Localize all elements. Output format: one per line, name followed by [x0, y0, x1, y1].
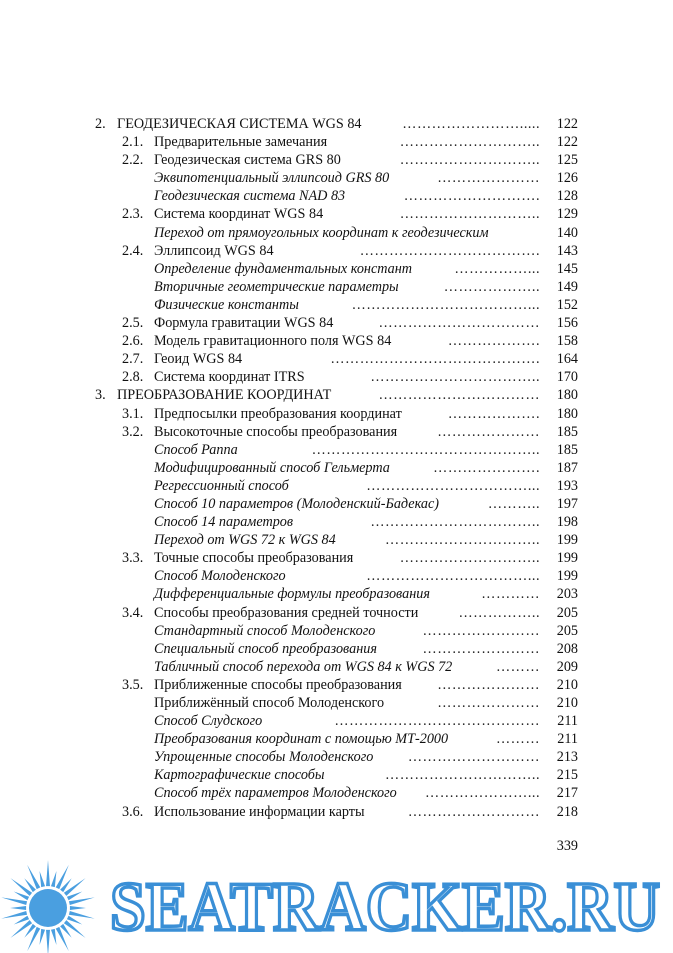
toc-entry [0, 278, 673, 296]
toc-entry-number: 2.3. [122, 206, 144, 223]
toc-entry-title: Стандартный способ Молоденского [154, 622, 376, 639]
toc-entry-title: Переход от WGS 72 к WGS 84 [154, 532, 336, 549]
page-number: 339 [556, 838, 578, 854]
toc-entry-leader: ……… [495, 658, 540, 675]
toc-entry-title: Вторичные геометрические параметры [154, 278, 399, 295]
sun-ray [51, 929, 57, 945]
toc-entry-page: 205 [556, 604, 578, 621]
toc-entry [0, 803, 673, 821]
sun-ray [46, 860, 50, 886]
toc-entry-leader: ……………………….. [399, 206, 540, 223]
toc-entry-leader: ……………………………... [366, 477, 540, 494]
table-of-contents [0, 115, 673, 821]
toc-entry-title: Точные способы преобразования [154, 550, 354, 567]
toc-entry-page: 128 [556, 188, 578, 205]
toc-entry-page: 125 [556, 152, 578, 169]
toc-entry [0, 169, 673, 187]
toc-entry-title: Дифференциальные формулы преобразования [154, 586, 430, 603]
toc-entry-title: Предварительные замечания [154, 134, 328, 151]
toc-entry [0, 676, 673, 694]
toc-entry-page: 180 [556, 387, 578, 404]
sun-core [29, 889, 67, 927]
toc-entry-leader: …………………… [422, 622, 540, 639]
toc-entry-page: 210 [556, 695, 578, 711]
toc-entry-page: 211 [557, 731, 578, 748]
toc-entry-page: 187 [556, 459, 578, 476]
toc-entry-page: 210 [556, 676, 578, 693]
toc-entry-title: Геодезическая система GRS 80 [154, 152, 341, 169]
toc-entry [0, 296, 673, 314]
toc-entry-page: 140 [556, 224, 578, 241]
toc-entry-title: Высокоточные способы преобразования [154, 423, 398, 440]
toc-entry-leader: ……………………………... [366, 568, 540, 585]
toc-entry-number: 3.5. [122, 676, 144, 693]
sun-ray [10, 920, 32, 938]
toc-entry-page: 164 [556, 351, 578, 368]
toc-entry [0, 567, 673, 585]
sun-ray [10, 878, 32, 896]
sun-ray [69, 897, 95, 905]
toc-entry [0, 748, 673, 766]
toc-entry-leader: ………………………. [403, 188, 540, 205]
toc-entry-page: 149 [556, 278, 578, 295]
toc-entry-title: Переход от прямоугольных координат к геодезическим [154, 224, 489, 241]
toc-entry-leader: ………………… [437, 676, 540, 693]
toc-entry [0, 151, 673, 169]
toc-entry-leader: ……………….. [443, 278, 540, 295]
toc-entry-leader: ……………………..... [402, 116, 540, 132]
toc-entry-page: 158 [556, 333, 578, 350]
toc-entry-page: 122 [556, 116, 578, 132]
toc-entry-title: Способ Слудского [154, 713, 263, 730]
toc-entry [0, 694, 673, 712]
toc-entry [0, 730, 673, 748]
toc-entry-title: Эквипотенциальный эллипсоид GRS 80 [154, 170, 390, 187]
toc-entry-title: Эллипсоид WGS 84 [154, 242, 274, 259]
toc-entry [0, 386, 673, 404]
toc-entry-title: Геоид WGS 84 [154, 351, 243, 368]
toc-entry [0, 332, 673, 350]
toc-entry [0, 314, 673, 332]
toc-entry-leader: ………………. [447, 333, 540, 350]
toc-entry-number: 3. [95, 387, 106, 404]
toc-entry-page: 199 [556, 568, 578, 585]
toc-entry-leader: ………………………….. [385, 767, 540, 784]
sun-ray [10, 906, 26, 910]
toc-entry-title: Система координат WGS 84 [154, 206, 324, 223]
toc-entry [0, 585, 673, 603]
toc-entry-leader: …………………………… [378, 315, 540, 332]
toc-entry-page: 126 [556, 170, 578, 187]
toc-entry [0, 622, 673, 640]
toc-entry-page: 211 [557, 713, 578, 730]
toc-entry-title: Табличный способ перехода от WGS 84 к WGS 72 [154, 658, 453, 675]
toc-entry-leader: ………………………………... [351, 296, 540, 313]
sun-ray [64, 878, 86, 896]
toc-entry-leader: …………………... [425, 785, 540, 802]
toc-entry-leader: …………….. [458, 604, 540, 621]
toc-entry-leader: ……………………….. [399, 152, 540, 169]
toc-entry-leader: ……………………….. [399, 550, 540, 567]
toc-entry-page: 185 [556, 423, 578, 440]
toc-entry-title: Определение фундаментальных констант [154, 260, 413, 277]
toc-entry [0, 224, 673, 242]
toc-entry-page: 180 [556, 405, 578, 422]
toc-entry-title: Специальный способ преобразования [154, 640, 377, 657]
sun-ray [51, 871, 57, 887]
toc-entry-number: 2. [95, 116, 106, 132]
toc-entry-title: ПРЕОБРАЗОВАНИЕ КООРДИНАТ [117, 387, 332, 404]
toc-entry-page: 193 [556, 477, 578, 494]
toc-entry-page: 152 [556, 296, 578, 313]
toc-entry [0, 405, 673, 423]
toc-entry-number: 2.1. [122, 134, 144, 151]
toc-entry [0, 495, 673, 513]
toc-entry-page: 199 [556, 532, 578, 549]
toc-entry [0, 260, 673, 278]
toc-entry [0, 784, 673, 802]
toc-entry-page: 156 [556, 315, 578, 332]
toc-entry-title: Способ 10 параметров (Молоденский-Бадекас) [154, 495, 439, 512]
toc-entry [0, 766, 673, 784]
toc-entry-leader: …………………………….. [370, 514, 540, 531]
toc-entry-leader: …………………. [433, 459, 540, 476]
toc-entry-number: 2.4. [122, 242, 144, 259]
toc-entry-number: 2.5. [122, 315, 144, 332]
sun-ray [40, 871, 46, 887]
toc-entry-title: Картографические способы [154, 767, 325, 784]
toc-entry-page: 205 [556, 622, 578, 639]
toc-entry-title: Способ Молоденского [154, 568, 286, 585]
toc-entry [0, 368, 673, 386]
toc-entry-leader: ……………………… [407, 803, 540, 820]
toc-entry-page: 209 [556, 658, 578, 675]
toc-entry-page: 215 [556, 767, 578, 784]
toc-entry-page: 218 [556, 803, 578, 820]
toc-entry-page: 170 [556, 369, 578, 386]
sun-ray [70, 906, 86, 910]
toc-entry [0, 423, 673, 441]
sun-ray [1, 911, 27, 919]
toc-entry-title: Физические константы [154, 296, 299, 313]
toc-entry-leader: ………………………………. [359, 242, 540, 259]
toc-entry-title: Способы преобразования средней точности [154, 604, 419, 621]
toc-entry-number: 3.3. [122, 550, 144, 567]
toc-entry [0, 640, 673, 658]
toc-entry-title: Приближённый способ Молоденского [154, 695, 385, 711]
toc-entry-page: 122 [556, 134, 578, 151]
toc-entry-title: Предпосылки преобразования координат [154, 405, 402, 422]
toc-entry [0, 549, 673, 567]
toc-entry-leader: …………………… [422, 640, 540, 657]
toc-entry-page: 185 [556, 441, 578, 458]
toc-entry-page: 217 [556, 785, 578, 802]
toc-entry-leader: ………………… [437, 423, 540, 440]
toc-entry-title: Приближенные способы преобразования [154, 676, 402, 693]
toc-entry-leader: ……………………………………….. [311, 441, 540, 458]
toc-entry-leader: …………………………….. [370, 369, 540, 386]
toc-entry-leader: ……………………….. [399, 134, 540, 151]
toc-entry-title: Преобразования координат с помощью МТ-2000 [154, 731, 449, 748]
toc-entry-page: 199 [556, 550, 578, 567]
toc-entry-page: 208 [556, 640, 578, 657]
toc-entry-title: Способ 14 параметров [154, 514, 294, 531]
toc-entry-title: Упрощенные способы Молоденского [154, 749, 374, 766]
sun-ray [69, 911, 95, 919]
toc-entry-title: Система координат ITRS [154, 369, 305, 386]
watermark-logo [0, 848, 673, 953]
toc-entry-title: Модифицированный способ Гельмерта [154, 459, 390, 476]
toc-entry [0, 531, 673, 549]
toc-entry [0, 513, 673, 531]
toc-entry-leader: …………………………………… [334, 713, 540, 730]
toc-entry-title: Способ Раппа [154, 441, 238, 458]
toc-entry [0, 441, 673, 459]
toc-entry [0, 658, 673, 676]
toc-entry-page: 197 [556, 495, 578, 512]
toc-entry [0, 187, 673, 205]
toc-entry-number: 3.6. [122, 803, 144, 820]
toc-entry-number: 2.6. [122, 333, 144, 350]
toc-entry-number: 2.2. [122, 152, 144, 169]
toc-entry-title: Способ трёх параметров Молоденского [154, 785, 397, 802]
toc-entry-title: Регрессионный способ [154, 477, 289, 494]
toc-entry-leader: ………………………….. [385, 532, 540, 549]
toc-entry-title: Использование информации карты [154, 803, 365, 820]
toc-entry-page: 213 [556, 749, 578, 766]
toc-entry-leader: ………………… [437, 170, 540, 187]
toc-entry [0, 242, 673, 260]
sun-ray [1, 897, 27, 905]
toc-entry-page: 129 [556, 206, 578, 223]
toc-entry-page: 143 [556, 242, 578, 259]
toc-entry [0, 205, 673, 223]
toc-entry-leader: ……….. [487, 495, 540, 512]
toc-entry-leader: ………………. [447, 405, 540, 422]
toc-entry [0, 459, 673, 477]
toc-entry-title: ГЕОДЕЗИЧЕСКАЯ СИСТЕМА WGS 84 [117, 116, 362, 132]
toc-entry-leader: ……………………………………. [330, 351, 540, 368]
toc-entry-leader: ……… [495, 731, 540, 748]
sun-burst-icon [1, 860, 95, 953]
toc-entry [0, 604, 673, 622]
toc-entry-leader: ……………... [454, 260, 540, 277]
toc-entry [0, 133, 673, 151]
toc-entry-title: Геодезическая система NAD 83 [154, 188, 346, 205]
toc-entry-page: 198 [556, 514, 578, 531]
toc-entry-number: 3.4. [122, 604, 144, 621]
toc-entry-title: Формула гравитации WGS 84 [154, 315, 334, 332]
toc-entry-page: 203 [556, 586, 578, 603]
toc-entry-number: 2.7. [122, 351, 144, 368]
toc-entry [0, 115, 673, 133]
toc-entry [0, 350, 673, 368]
toc-entry-title: Модель гравитационного поля WGS 84 [154, 333, 392, 350]
toc-entry-leader: ……………………… [407, 749, 540, 766]
watermark-text: SEATRACKER.RU [110, 869, 660, 946]
toc-entry-leader: ………… [481, 586, 540, 603]
toc-entry-number: 2.8. [122, 369, 144, 386]
toc-entry [0, 477, 673, 495]
toc-entry-leader: ………………… [437, 695, 540, 711]
sun-ray [40, 929, 46, 945]
toc-entry-leader: …………………………… [378, 387, 540, 404]
toc-entry-number: 3.1. [122, 405, 144, 422]
toc-entry-page: 145 [556, 260, 578, 277]
toc-entry [0, 712, 673, 730]
toc-entry-number: 3.2. [122, 423, 144, 440]
sun-ray [46, 930, 50, 953]
sun-ray [64, 920, 86, 938]
